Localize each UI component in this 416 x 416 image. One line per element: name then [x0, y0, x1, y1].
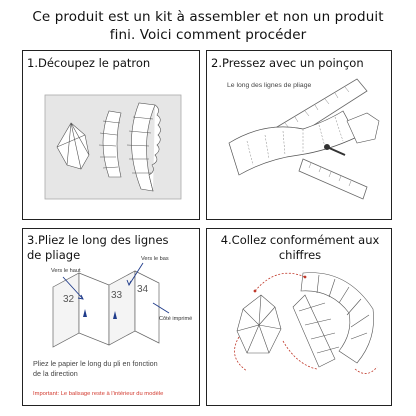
fold-number-34: 34 [137, 284, 149, 295]
step-3-caption-line-2: de la direction [33, 368, 78, 378]
step-1-illustration [23, 51, 201, 221]
fold-number-32: 32 [63, 294, 75, 305]
step-3-caption [33, 359, 158, 378]
fold-number-33: 33 [111, 290, 123, 301]
step-3-panel [22, 228, 200, 406]
step-2-panel [206, 50, 392, 220]
step-4-title-line-1: 4.Collez conformément aux [220, 233, 380, 247]
step-1-panel [22, 50, 200, 220]
step-4-title-line-2: chiffres [278, 248, 322, 262]
step-2-title: 2.Pressez avec un poinçon [211, 56, 364, 70]
step-3-title-line-1: 3.Pliez le long des lignes [27, 233, 169, 247]
step-2-label: Le long des lignes de pliage [227, 82, 312, 89]
step-4-panel [206, 228, 392, 406]
header-line-1: Ce produit est un kit à assembler et non un produit [32, 9, 384, 25]
header-line-2: fini. Voici comment procéder [109, 27, 307, 43]
label-printed: Côté imprimé [159, 316, 193, 322]
step-3-warning: Important: Le balisage reste à l'intérieur du modèle [33, 391, 164, 397]
step-3-caption-line-1: Pliez le papier le long du pli en fonction [33, 359, 158, 368]
step-3-title-line-2: de pliage [27, 248, 81, 262]
label-up: Vers le haut [51, 268, 81, 274]
step-1-title: 1.Découpez le patron [27, 56, 151, 70]
step-4-illustration [207, 229, 393, 407]
step-2-illustration [207, 51, 393, 221]
header [0, 8, 416, 44]
label-down: Vers le bas [141, 256, 169, 262]
